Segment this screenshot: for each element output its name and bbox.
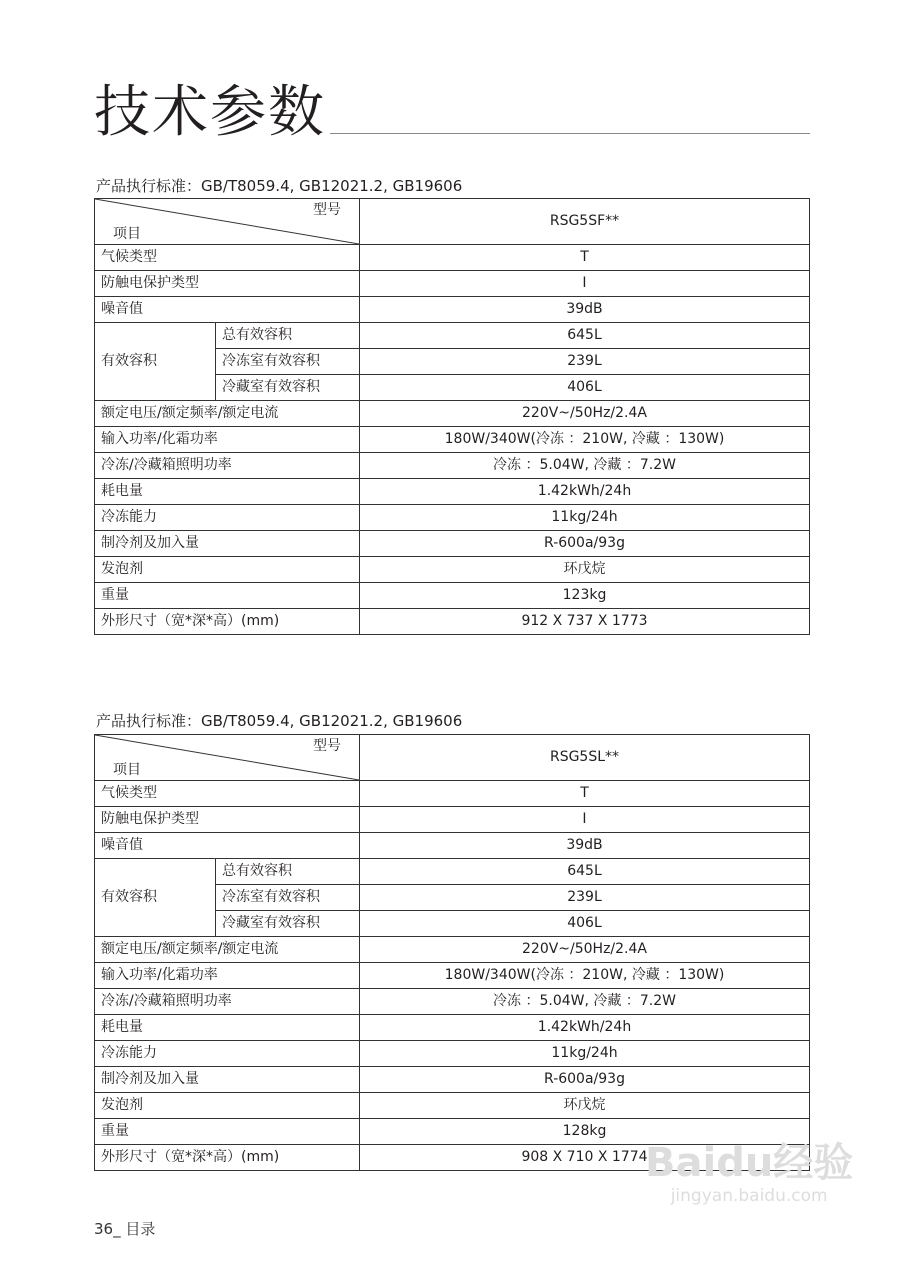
- row-value: 220V~/50Hz/2.4A: [360, 401, 810, 427]
- table-row: [95, 963, 810, 989]
- row-value: 123kg: [360, 583, 810, 609]
- table-row: [95, 427, 810, 453]
- row-value: 1.42kWh/24h: [360, 1015, 810, 1041]
- row-label: 制冷剂及加入量: [95, 531, 360, 557]
- table-row: [95, 271, 810, 297]
- header-row: [95, 199, 810, 245]
- row-label: 输入功率/化霜功率: [95, 963, 360, 989]
- row-value: 11kg/24h: [360, 1041, 810, 1067]
- table-row: [95, 859, 810, 885]
- page-footer: 36_ 目录: [94, 1220, 156, 1238]
- title-rule: [330, 133, 810, 134]
- table-row: [95, 1041, 810, 1067]
- table-row: [95, 531, 810, 557]
- table-row: [95, 505, 810, 531]
- row-label: 重量: [95, 583, 360, 609]
- row-label: 外形尺寸（宽*深*高）(mm): [95, 609, 360, 635]
- page-title: 技术参数: [94, 80, 326, 145]
- row-value: 39dB: [360, 297, 810, 323]
- header-model-label: 型号: [313, 738, 341, 754]
- header-corner-cell: [95, 735, 360, 781]
- row-label: 噪音值: [95, 833, 360, 859]
- row-label: 发泡剂: [95, 1093, 360, 1119]
- table-row: [95, 479, 810, 505]
- row-label: 噪音值: [95, 297, 360, 323]
- spec-table: [94, 198, 810, 635]
- row-value: 180W/340W(冷冻 ：210W, 冷藏 ：130W): [360, 963, 810, 989]
- table-row: [95, 609, 810, 635]
- row-value: 环戊烷: [360, 557, 810, 583]
- table-row: [95, 781, 810, 807]
- row-value: 180W/340W(冷冻 ：210W, 冷藏 ：130W): [360, 427, 810, 453]
- header-row: [95, 735, 810, 781]
- row-value: 645L: [360, 323, 810, 349]
- row-value: I: [360, 807, 810, 833]
- table-row: [95, 557, 810, 583]
- row-label: 总有效容积: [216, 323, 360, 349]
- header-corner-cell: [95, 199, 360, 245]
- header-model-label: 型号: [313, 202, 341, 218]
- watermark-logo: [645, 1140, 853, 1206]
- row-value: 239L: [360, 885, 810, 911]
- spec-table: [94, 734, 810, 1171]
- row-value: 39dB: [360, 833, 810, 859]
- table-row: [95, 323, 810, 349]
- model-cell: RSG5SF**: [360, 199, 810, 245]
- row-value: 406L: [360, 911, 810, 937]
- row-value: 406L: [360, 375, 810, 401]
- row-label: 冷冻/冷藏箱照明功率: [95, 989, 360, 1015]
- table-row: [95, 583, 810, 609]
- row-label: 冷冻能力: [95, 505, 360, 531]
- row-label: 额定电压/额定频率/额定电流: [95, 401, 360, 427]
- row-value: 908 X 710 X 1774: [360, 1145, 810, 1171]
- volume-group-label: 有效容积: [95, 859, 216, 937]
- row-label: 输入功率/化霜功率: [95, 427, 360, 453]
- row-label: 冷藏室有效容积: [216, 375, 360, 401]
- row-value: 239L: [360, 349, 810, 375]
- row-value: 645L: [360, 859, 810, 885]
- table-row: [95, 453, 810, 479]
- table-row: [95, 401, 810, 427]
- watermark-url: jingyan.baidu.com: [670, 1186, 828, 1206]
- row-value: I: [360, 271, 810, 297]
- row-value: 11kg/24h: [360, 505, 810, 531]
- row-value: T: [360, 781, 810, 807]
- row-label: 冷冻室有效容积: [216, 349, 360, 375]
- table-row: [95, 1067, 810, 1093]
- row-label: 冷藏室有效容积: [216, 911, 360, 937]
- row-label: 防触电保护类型: [95, 807, 360, 833]
- row-label: 冷冻室有效容积: [216, 885, 360, 911]
- row-value: T: [360, 245, 810, 271]
- row-label: 防触电保护类型: [95, 271, 360, 297]
- row-label: 外形尺寸（宽*深*高）(mm): [95, 1145, 360, 1171]
- row-label: 气候类型: [95, 245, 360, 271]
- row-value: R-600a/93g: [360, 531, 810, 557]
- table-row: [95, 297, 810, 323]
- row-value: 环戊烷: [360, 1093, 810, 1119]
- standard-text: 产品执行标准：GB/T8059.4, GB12021.2, GB19606: [96, 712, 463, 730]
- row-value: 128kg: [360, 1119, 810, 1145]
- table-row: [95, 1093, 810, 1119]
- table-row: [95, 937, 810, 963]
- row-value: R-600a/93g: [360, 1067, 810, 1093]
- table-row: [95, 1015, 810, 1041]
- table-row: [95, 807, 810, 833]
- table-row: [95, 989, 810, 1015]
- volume-group-label: 有效容积: [95, 323, 216, 401]
- row-label: 耗电量: [95, 479, 360, 505]
- row-label: 总有效容积: [216, 859, 360, 885]
- model-cell: RSG5SL**: [360, 735, 810, 781]
- row-value: 冷冻 ：5.04W, 冷藏 ：7.2W: [360, 453, 810, 479]
- table-row: [95, 245, 810, 271]
- header-item-label: 项目: [113, 226, 141, 242]
- row-label: 额定电压/额定频率/额定电流: [95, 937, 360, 963]
- row-label: 冷冻能力: [95, 1041, 360, 1067]
- row-label: 制冷剂及加入量: [95, 1067, 360, 1093]
- standard-text: 产品执行标准：GB/T8059.4, GB12021.2, GB19606: [96, 177, 463, 195]
- row-value: 912 X 737 X 1773: [360, 609, 810, 635]
- row-value: 1.42kWh/24h: [360, 479, 810, 505]
- header-item-label: 项目: [113, 762, 141, 778]
- row-label: 发泡剂: [95, 557, 360, 583]
- row-label: 气候类型: [95, 781, 360, 807]
- row-value: 冷冻 ：5.04W, 冷藏 ：7.2W: [360, 989, 810, 1015]
- row-label: 重量: [95, 1119, 360, 1145]
- watermark-logo-text: Baidu经验: [645, 1140, 854, 1186]
- row-label: 耗电量: [95, 1015, 360, 1041]
- row-value: 220V~/50Hz/2.4A: [360, 937, 810, 963]
- table-row: [95, 833, 810, 859]
- row-label: 冷冻/冷藏箱照明功率: [95, 453, 360, 479]
